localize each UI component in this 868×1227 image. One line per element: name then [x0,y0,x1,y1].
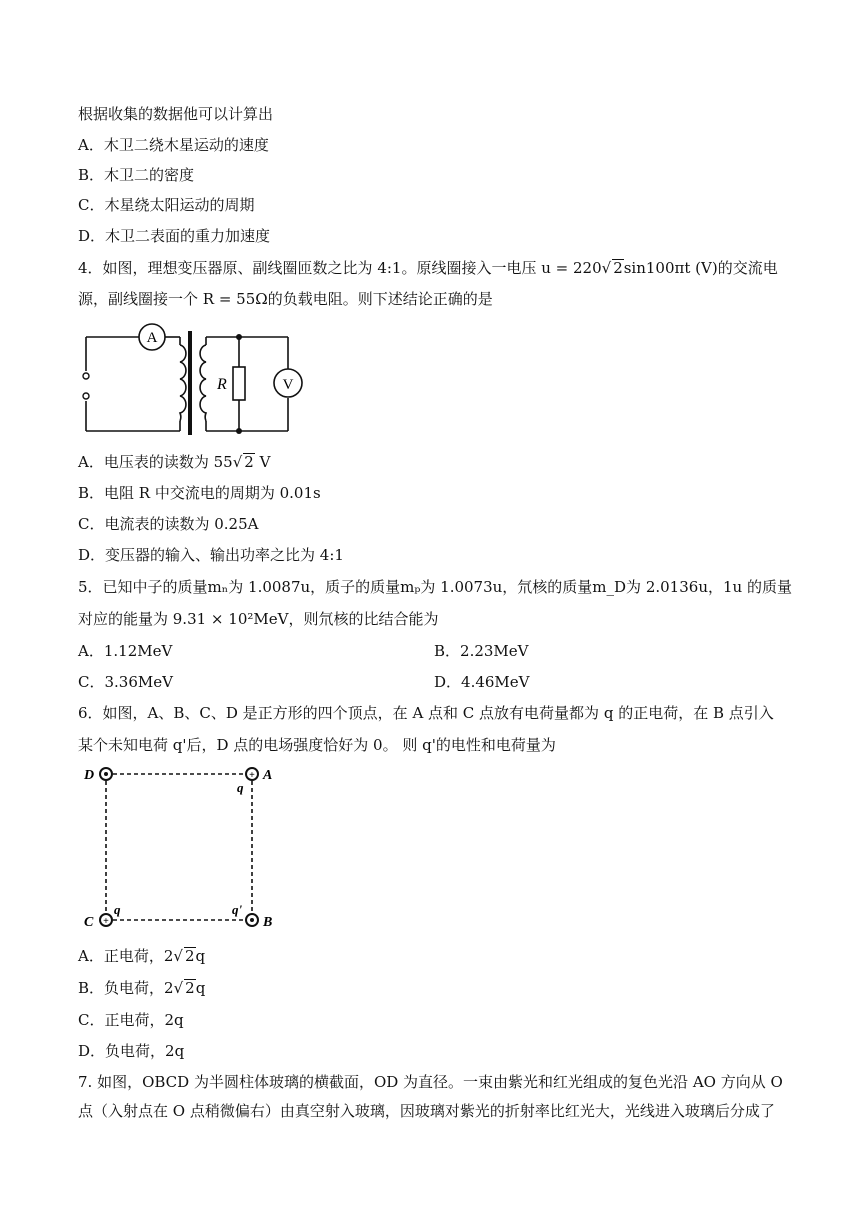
q6-stem-line2: 某个未知电荷 q'后，D 点的电场强度恰好为 0。 则 q'的电性和电荷量为 [78,736,556,754]
charge-label-b: q' [232,902,243,917]
q5-option-a: A．1.12MeV [78,642,173,660]
q5-option-d: D．4.46MeV [434,673,530,691]
label-b: B [263,915,273,930]
q3-stem: 根据收集的数据他可以计算出 [78,105,274,123]
voltmeter-label: V [282,377,294,393]
q6-option-a: A．正电荷，2√ 2q [78,947,206,965]
label-d: D [84,768,95,783]
q4-stem-line1: 4．如图，理想变压器原、副线圈匝数之比为 4:1。原线圈接入一电压 u = 220√ 2sin100πt (V)的交流电 [78,259,778,277]
resistor-symbol [233,367,245,400]
q6-option-d: D．负电荷，2q [78,1042,185,1060]
q4-option-d: D．变压器的输入、输出功率之比为 4:1 [78,546,344,564]
q5-option-c: C．3.36MeV [78,673,173,691]
q6-option-c: C．正电荷，2q [78,1011,184,1029]
q4-stem-line2: 源，副线圈接一个 R = 55Ω的负载电阻。则下述结论正确的是 [78,290,493,308]
q6-stem-line1: 6．如图，A、B、C、D 是正方形的四个顶点，在 A 点和 C 点放有电荷量都为 q 的正电荷，在 B 点引入 [78,704,774,722]
input-terminal-bottom [83,393,89,399]
junction-dot-top [236,334,242,340]
q4-option-c: C．电流表的读数为 0.25A [78,515,259,533]
q6-option-b: B．负电荷，2√ 2q [78,979,206,997]
q5-stem-line2: 对应的能量为 9.31 × 10²MeV，则氘核的比结合能为 [78,610,439,628]
charge-label-c: q [114,902,121,917]
q3-option-a: A．木卫二绕木星运动的速度 [78,136,269,154]
label-c: C [84,915,94,930]
q5-option-b: B．2.23MeV [434,642,529,660]
q4-option-a: A．电压表的读数为 55√ 2 V [78,453,271,471]
q3-option-b: B．木卫二的密度 [78,166,195,184]
square-charges-figure [80,762,280,932]
charge-label-a: q [237,780,244,795]
q3-option-d: D．木卫二表面的重力加速度 [78,227,271,245]
q7-stem-line1: 7. 如图，OBCD 为半圆柱体玻璃的横截面，OD 为直径。一束由紫光和红光组成的复色光沿 AO 方向从 O [78,1073,783,1091]
transformer-circuit-figure [82,323,304,438]
resistor-label: R [217,376,227,393]
q4-option-b: B．电阻 R 中交流电的周期为 0.01s [78,484,321,502]
input-terminal-top [83,373,89,379]
ammeter-label: A [146,330,158,346]
q3-option-c: C．木星绕太阳运动的周期 [78,196,255,214]
svg-text:+: + [249,770,255,781]
svg-text:+: + [103,916,109,927]
label-a: A [263,768,273,783]
q5-stem-line1: 5．已知中子的质量mₙ为 1.0087u，质子的质量mₚ为 1.0073u，氘核的质量m_D为 2.0136u，1u 的质量 [78,578,792,596]
junction-dot-bottom [236,428,242,434]
q7-stem-line2: 点（入射点在 O 点稍微偏右）由真空射入玻璃，因玻璃对紫光的折射率比红光大，光线进入玻璃后分成了 [78,1102,775,1120]
